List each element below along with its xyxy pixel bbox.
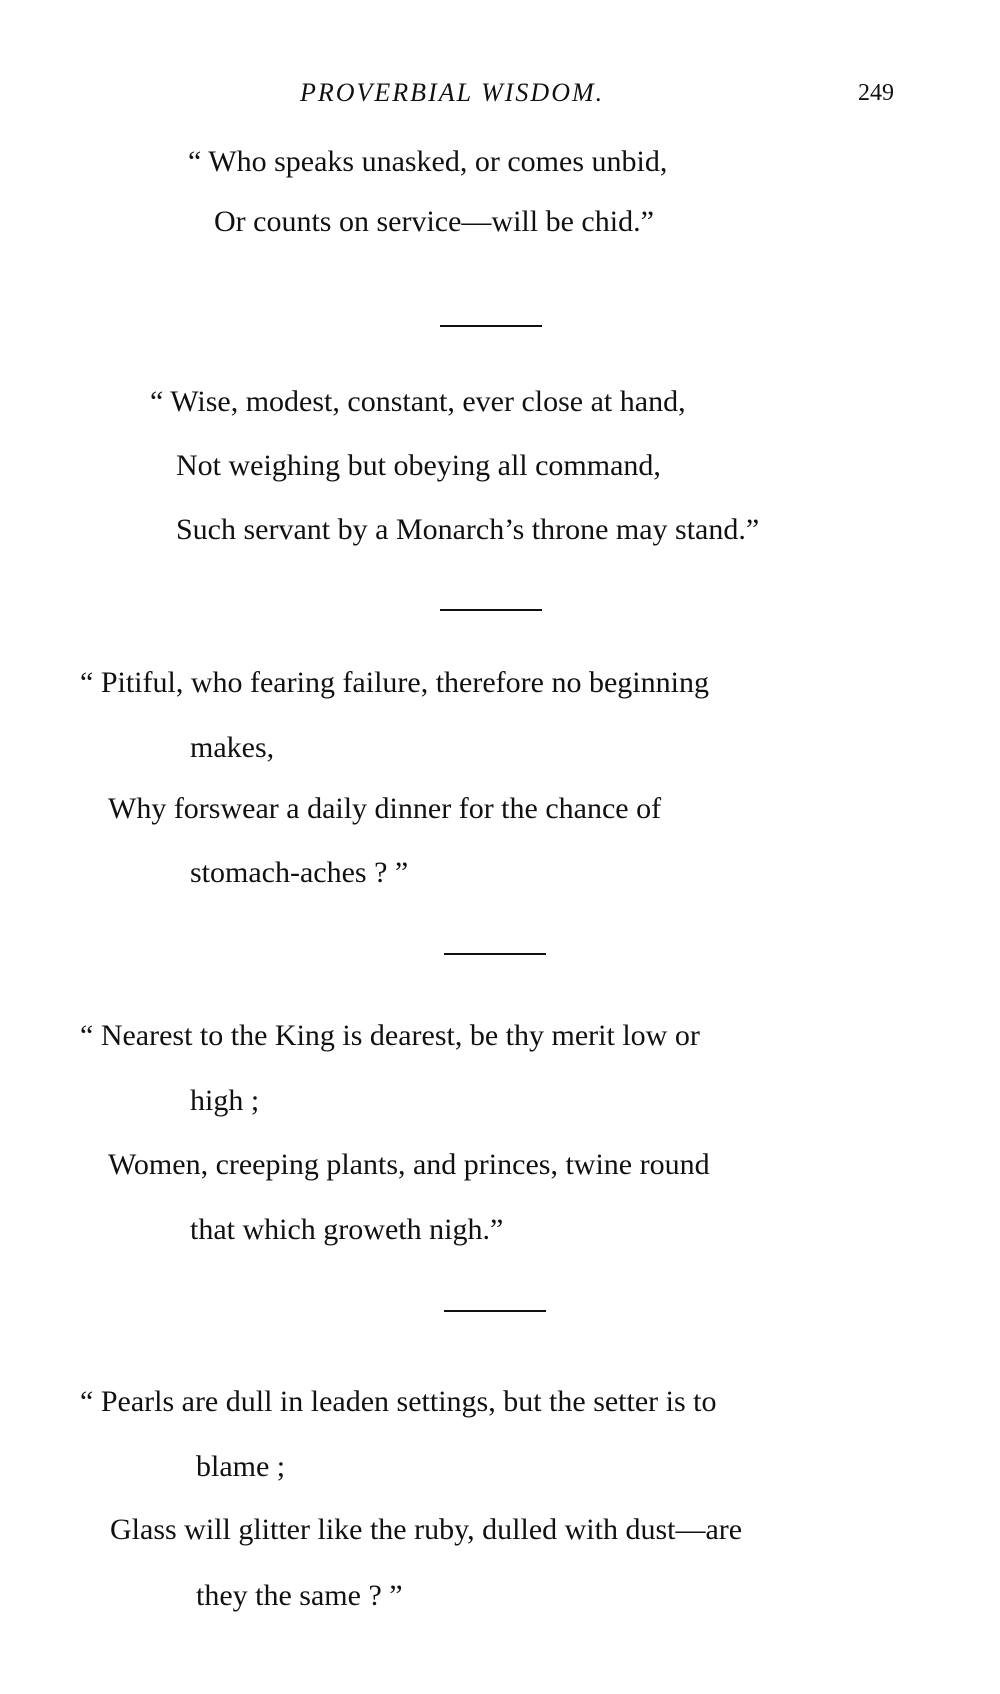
- section-divider: [444, 953, 546, 955]
- verse-line: “ Who speaks unasked, or comes unbid,: [188, 145, 668, 178]
- verse-line: Not weighing but obeying all command,: [176, 449, 661, 482]
- verse-line: high ;: [190, 1084, 260, 1117]
- running-head: [0, 78, 1000, 118]
- verse-line: makes,: [190, 731, 275, 764]
- verse-line: Such servant by a Monarch’s throne may stand.”: [176, 513, 760, 546]
- verse-line: Glass will glitter like the ruby, dulled with dust—are: [110, 1513, 743, 1546]
- verse-line: blame ;: [196, 1450, 286, 1483]
- section-divider: [440, 609, 542, 611]
- verse-line: Why forswear a daily dinner for the chance of: [108, 792, 662, 825]
- verse-line: that which groweth nigh.”: [190, 1213, 504, 1246]
- section-divider: [440, 325, 542, 327]
- verse-line: “ Nearest to the King is dearest, be thy merit low or: [80, 1019, 700, 1052]
- page-title: PROVERBIAL WISDOM.: [300, 78, 605, 107]
- page-number: 249: [858, 80, 894, 106]
- verse-line: Women, creeping plants, and princes, twine round: [108, 1148, 710, 1181]
- verse-line: “ Pearls are dull in leaden settings, but the setter is to: [80, 1385, 717, 1418]
- verse-line: they the same ? ”: [196, 1579, 403, 1612]
- verse-line: “ Wise, modest, constant, ever close at hand,: [150, 385, 686, 418]
- verse-line: Or counts on service—will be chid.”: [214, 205, 654, 238]
- verse-line: stomach-aches ? ”: [190, 856, 409, 889]
- verse-line-text: “ Pitiful, who fearing failure, therefore no beginning: [80, 666, 709, 699]
- section-divider: [444, 1310, 546, 1312]
- verse-line: [80, 668, 912, 698]
